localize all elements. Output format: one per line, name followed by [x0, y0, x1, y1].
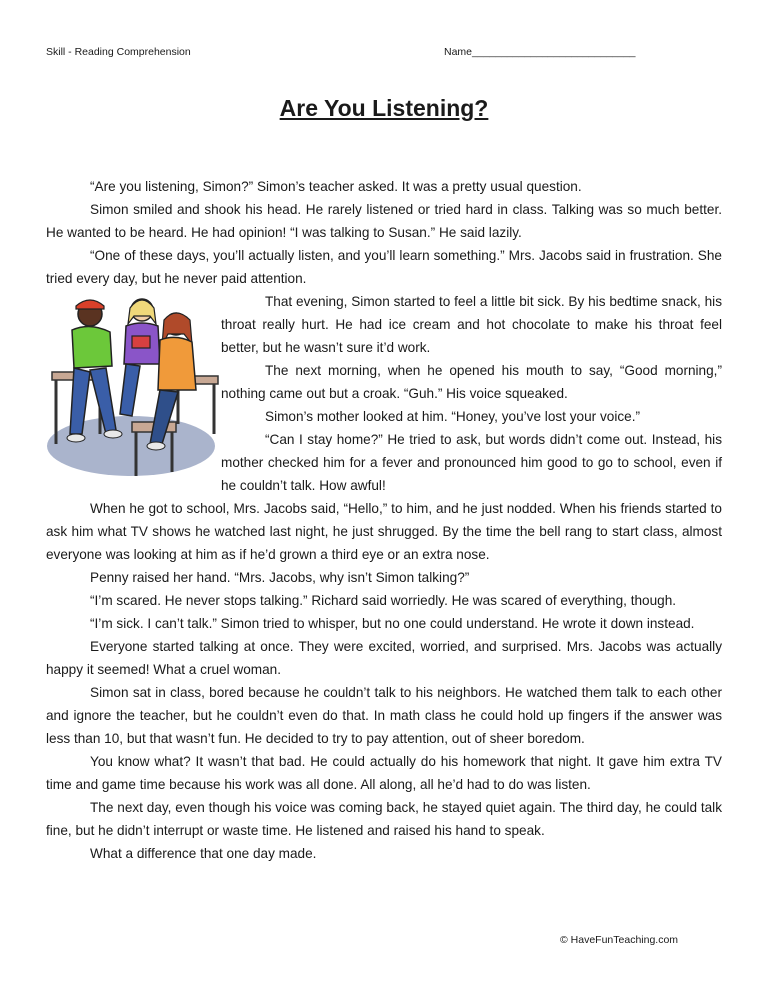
story-paragraph-13: Simon sat in class, bored because he couldn’t talk to his neighbors. He watched them talk to each other and ignore the teacher, but he couldn’t even do that. In math class he could hold up fingers if the answer was less than 10, but that wasn’t fun. He decided to try to pay attention, out of sheer boredom. [46, 685, 722, 746]
page-title: Are You Listening? [279, 95, 489, 121]
name-field: Name____________________________ [444, 46, 636, 58]
story-paragraph-6: Simon’s mother looked at him. “Honey, you’ve lost your voice.” [265, 409, 640, 424]
students-illustration [46, 294, 220, 482]
skill-label: Skill - Reading Comprehension [46, 46, 191, 58]
story-paragraph-9: Penny raised her hand. “Mrs. Jacobs, why isn’t Simon talking?” [90, 570, 470, 585]
story-paragraph-4: That evening, Simon started to feel a little bit sick. By his bedtime snack, his throat really hurt. He had ice cream and hot chocolate to make his throat feel better, but he wasn’t sure it’d work. [221, 294, 722, 355]
story-paragraph-2: Simon smiled and shook his head. He rarely listened or tried hard in class. Talking was so much better. He wanted to be heard. He had opinion! “I was talking to Susan.” He said lazily. [46, 202, 722, 240]
copyright-footer: © HaveFunTeaching.com [560, 934, 679, 946]
story-paragraph-1: “Are you listening, Simon?” Simon’s teacher asked. It was a pretty usual question. [90, 179, 582, 194]
story-paragraph-12: Everyone started talking at once. They were excited, worried, and surprised. Mrs. Jacobs was actually happy it seemed! What a cruel woman. [46, 639, 722, 677]
story-paragraph-3: “One of these days, you’ll actually listen, and you’ll learn something.” Mrs. Jacobs said in frustration. She tried every day, but he never paid attention. [46, 248, 722, 286]
story-paragraph-11: “I’m sick. I can’t talk.” Simon tried to whisper, but no one could understand. He wrote it down instead. [90, 616, 695, 631]
story-paragraph-10: “I’m scared. He never stops talking.” Richard said worriedly. He was scared of everything, though. [90, 593, 677, 608]
story-paragraph-16: What a difference that one day made. [90, 846, 317, 861]
story-paragraph-15: The next day, even though his voice was coming back, he stayed quiet again. The third day, he could talk fine, but he didn’t interrupt or waste time. He listened and raised his hand to speak. [46, 800, 722, 838]
story-paragraph-8: When he got to school, Mrs. Jacobs said, “Hello,” to him, and he just nodded. When his friends started to ask him what TV shows he watched last night, he just shrugged. By the time the bell rang to start class, almost everyone was looking at him as if he’d grown a third eye or an extra nose. [46, 501, 722, 562]
story-paragraph-7: “Can I stay home?” He tried to ask, but words didn’t come out. Instead, his mother checked him for a fever and pronounced him good to go to school, even if he couldn’t talk. How awful! [221, 432, 722, 493]
story-body [46, 175, 722, 865]
story-paragraph-5: The next morning, when he opened his mouth to say, “Good morning,” nothing came out but a croak. “Guh.” His voice squeaked. [221, 363, 722, 401]
story-paragraph-14: You know what? It wasn’t that bad. He could actually do his homework that night. It gave him extra TV time and game time because his work was all done. All along, all he’d had to do was listen. [46, 754, 722, 792]
